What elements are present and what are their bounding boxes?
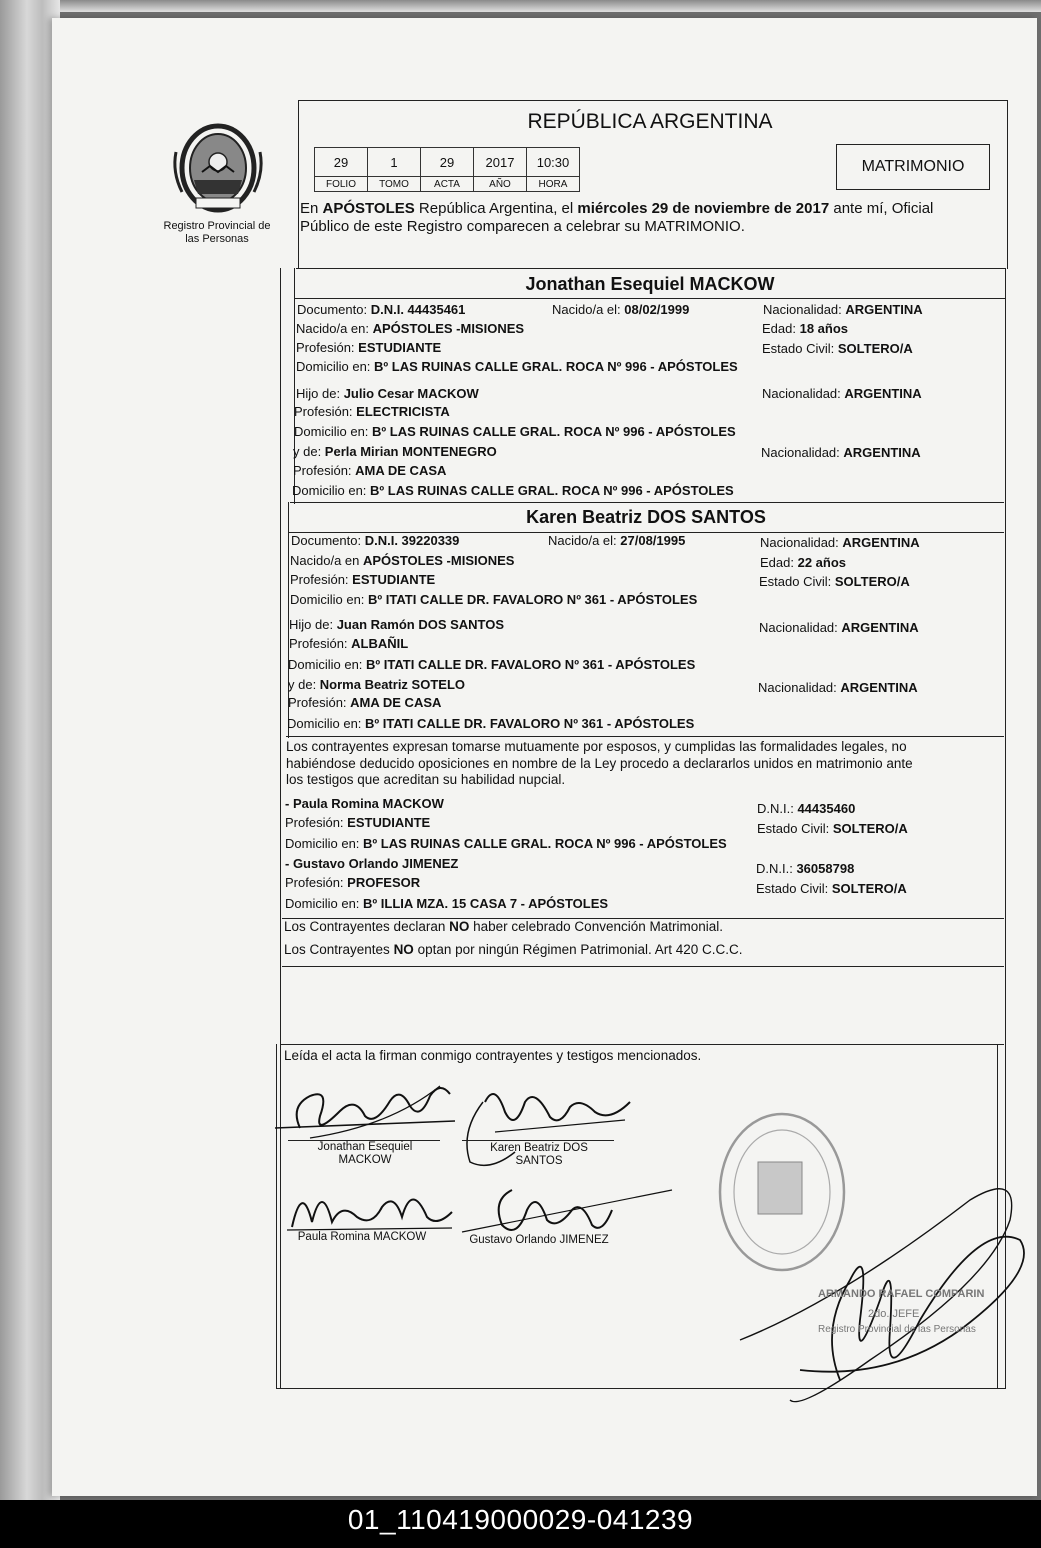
witness-1-profesion: Profesión: ESTUDIANTE bbox=[285, 815, 431, 830]
declaration-line-2: habiéndose deducido oposiciones en nombre de la Ley procedo a declararlos unidos en matrimonio ante bbox=[286, 756, 913, 771]
groom-nacido: Nacido/a el: 08/02/1999 bbox=[552, 302, 690, 317]
bride-nacionalidad: Nacionalidad: ARGENTINA bbox=[760, 535, 920, 550]
witness-1-dni: D.N.I.: 44435460 bbox=[757, 801, 856, 816]
groom-father-nacionalidad: Nacionalidad: ARGENTINA bbox=[762, 386, 922, 401]
bride-lugar: Nacido/a en APÓSTOLES -MISIONES bbox=[290, 553, 515, 568]
bride-father-nacionalidad: Nacionalidad: ARGENTINA bbox=[759, 620, 919, 635]
anio-value: 2017 bbox=[474, 148, 527, 177]
official-role-stamp: 2do. JEFE bbox=[868, 1308, 920, 1320]
intro-line-1: En APÓSTOLES República Argentina, el miércoles 29 de noviembre de 2017 ante mí, Oficial bbox=[300, 200, 934, 217]
bride-profesion: Profesión: ESTUDIANTE bbox=[290, 572, 436, 587]
witness-2-name: - Gustavo Orlando JIMENEZ bbox=[285, 856, 459, 871]
bride-name: Karen Beatriz DOS SANTOS bbox=[526, 507, 766, 527]
document-code: 01_110419000029-041239 bbox=[347, 1504, 694, 1535]
bride-signature-line bbox=[462, 1140, 614, 1141]
bride-father: Hijo de: Juan Ramón DOS SANTOS bbox=[289, 617, 505, 632]
misiones-province-seal-icon bbox=[172, 122, 264, 216]
acta-label: ACTA bbox=[421, 177, 474, 192]
bride-nacido: Nacido/a el: 27/08/1995 bbox=[548, 533, 686, 548]
acta-value: 29 bbox=[421, 148, 474, 177]
witness-1-domicilio: Domicilio en: Bº LAS RUINAS CALLE GRAL. ROCA Nº 996 - APÓSTOLES bbox=[285, 836, 727, 851]
groom-nacionalidad: Nacionalidad: ARGENTINA bbox=[763, 302, 923, 317]
registry-logo-caption: Registro Provincial de las Personas bbox=[163, 220, 271, 245]
bride-mother-profesion: Profesión: AMA DE CASA bbox=[288, 695, 442, 710]
scan-top-edge bbox=[60, 0, 1041, 12]
bride-father-profesion: Profesión: ALBAÑIL bbox=[289, 636, 409, 651]
groom-documento: Documento: D.N.I. 44435461 bbox=[297, 302, 466, 317]
tomo-label: TOMO bbox=[368, 177, 421, 192]
witness-1-name: - Paula Romina MACKOW bbox=[285, 796, 444, 811]
witness-1-estado-civil: Estado Civil: SOLTERO/A bbox=[757, 821, 908, 836]
folio-value: 29 bbox=[315, 148, 368, 177]
scan-binding-edge bbox=[0, 0, 60, 1500]
groom-signature-name: Jonathan Esequiel MACKOW bbox=[317, 1141, 413, 1166]
witness-2-dni: D.N.I.: 36058798 bbox=[756, 861, 855, 876]
bride-documento: Documento: D.N.I. 39220339 bbox=[291, 533, 460, 548]
witness-2-estado-civil: Estado Civil: SOLTERO/A bbox=[756, 881, 907, 896]
tomo-value: 1 bbox=[368, 148, 421, 177]
hora-value: 10:30 bbox=[527, 148, 580, 177]
groom-signature bbox=[270, 1066, 460, 1146]
official-name-stamp: ARMANDO RAFAEL COMPARIN bbox=[818, 1288, 985, 1300]
registry-cells bbox=[314, 147, 580, 192]
divider bbox=[282, 966, 1004, 967]
groom-father-profesion: Profesión: ELECTRICISTA bbox=[294, 404, 450, 419]
groom-name: Jonathan Esequiel MACKOW bbox=[525, 274, 775, 294]
groom-mother-nacionalidad: Nacionalidad: ARGENTINA bbox=[761, 445, 921, 460]
groom-edad: Edad: 18 años bbox=[762, 321, 849, 336]
groom-father: Hijo de: Julio Cesar MACKOW bbox=[296, 386, 479, 401]
bride-father-domicilio: Domicilio en: Bº ITATI CALLE DR. FAVALORO Nº 361 - APÓSTOLES bbox=[288, 657, 696, 672]
groom-mother-domicilio: Domicilio en: Bº LAS RUINAS CALLE GRAL. ROCA Nº 996 - APÓSTOLES bbox=[292, 483, 734, 498]
groom-mother: y de: Perla Mirian MONTENEGRO bbox=[293, 444, 497, 459]
bride-mother-domicilio: Domicilio en: Bº ITATI CALLE DR. FAVALORO Nº 361 - APÓSTOLES bbox=[287, 716, 695, 731]
hora-label: HORA bbox=[527, 177, 580, 192]
groom-domicilio: Domicilio en: Bº LAS RUINAS CALLE GRAL. ROCA Nº 996 - APÓSTOLES bbox=[296, 359, 738, 374]
declaration-line-1: Los contrayentes expresan tomarse mutuamente por esposos, y cumplidas las formalidades legales, no bbox=[286, 739, 907, 754]
closing-statement: Leída el acta la firman conmigo contrayentes y testigos mencionados. bbox=[284, 1048, 702, 1063]
official-office-stamp: Registro Provincial de las Personas bbox=[818, 1324, 976, 1335]
convention-line-2: Los Contrayentes NO optan por ningún Régimen Patrimonial. Art 420 C.C.C. bbox=[284, 942, 743, 957]
folio-label: FOLIO bbox=[315, 177, 368, 192]
groom-father-domicilio: Domicilio en: Bº LAS RUINAS CALLE GRAL. ROCA Nº 996 - APÓSTOLES bbox=[294, 424, 736, 439]
divider bbox=[286, 736, 1004, 737]
bride-mother-nacionalidad: Nacionalidad: ARGENTINA bbox=[758, 680, 918, 695]
groom-mother-profesion: Profesión: AMA DE CASA bbox=[293, 463, 447, 478]
witness-2-domicilio: Domicilio en: Bº ILLIA MZA. 15 CASA 7 - APÓSTOLES bbox=[285, 896, 609, 911]
country-title: REPÚBLICA ARGENTINA bbox=[527, 110, 773, 133]
bride-mother: y de: Norma Beatriz SOTELO bbox=[288, 677, 465, 692]
anio-label: AÑO bbox=[474, 177, 527, 192]
convention-line-1: Los Contrayentes declaran NO haber celebrado Convención Matrimonial. bbox=[284, 919, 723, 934]
divider bbox=[290, 502, 1004, 503]
bride-signature-name: Karen Beatriz DOS SANTOS bbox=[490, 1142, 588, 1167]
witness-2-signature-name: Gustavo Orlando JIMENEZ bbox=[469, 1234, 609, 1246]
bride-edad: Edad: 22 años bbox=[760, 555, 847, 570]
groom-profesion: Profesión: ESTUDIANTE bbox=[296, 340, 442, 355]
act-type-box: MATRIMONIO bbox=[836, 144, 990, 190]
declaration-line-3: los testigos que acreditan su habilidad nupcial. bbox=[286, 772, 566, 787]
groom-estado-civil: Estado Civil: SOLTERO/A bbox=[762, 341, 913, 356]
bride-estado-civil: Estado Civil: SOLTERO/A bbox=[759, 574, 910, 589]
intro-line-2: Público de este Registro comparecen a celebrar su MATRIMONIO. bbox=[300, 218, 745, 235]
groom-lugar: Nacido/a en: APÓSTOLES -MISIONES bbox=[296, 321, 525, 336]
witness-1-signature-name: Paula Romina MACKOW bbox=[297, 1231, 427, 1243]
bride-domicilio: Domicilio en: Bº ITATI CALLE DR. FAVALORO Nº 361 - APÓSTOLES bbox=[290, 592, 698, 607]
witness-2-profesion: Profesión: PROFESOR bbox=[285, 875, 421, 890]
